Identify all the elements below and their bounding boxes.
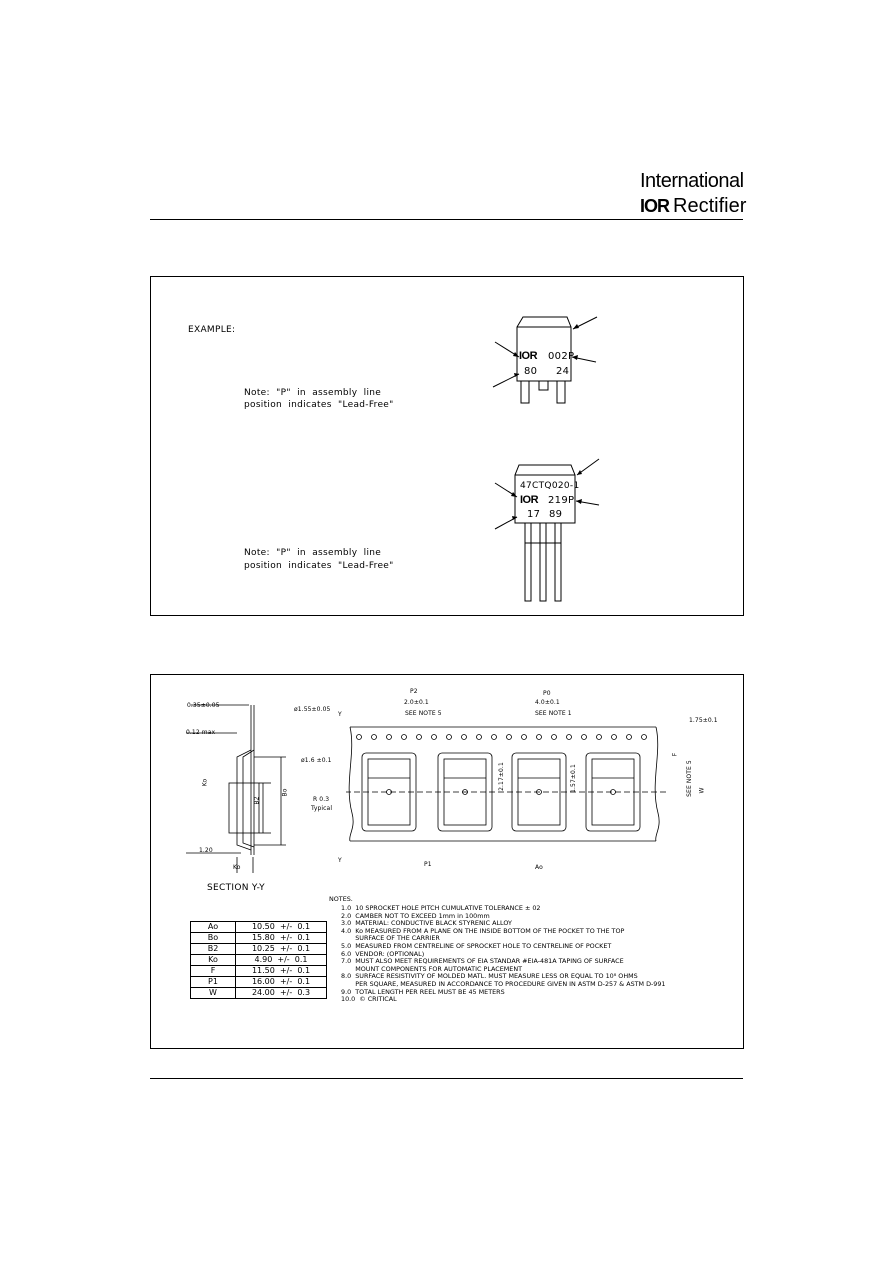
dim-thickness: 0.35±0.05 (187, 702, 220, 709)
dim-bo: Bo (281, 788, 289, 797)
footer-rule (150, 1078, 743, 1079)
table-row (191, 966, 327, 977)
dim-a0: Ao (535, 864, 543, 871)
note-item: MOUNT COMPONENTS FOR AUTOMATIC PLACEMENT (341, 964, 523, 973)
dim-p0: P0 (543, 690, 551, 697)
table-value: 15.80 +/- 0.1 (236, 933, 327, 944)
brand-line2: Rectifier (673, 195, 747, 217)
dim-157: 1.57±0.1 (569, 764, 577, 793)
dim-p2-note: SEE NOTE 5 (405, 710, 442, 717)
note1-line2: position indicates "Lead-Free" (244, 400, 394, 410)
table-value: 11.50 +/- 0.1 (236, 966, 327, 977)
table-key: Bo (191, 933, 236, 944)
dim-max: 0.12 max (186, 729, 216, 736)
dim-k0-vertical: Ko (201, 778, 209, 787)
dim-f: F (671, 752, 679, 757)
pkg2-num-right: 89 (549, 509, 563, 520)
table-key: P1 (191, 977, 236, 988)
note-item: 4.0 Ko MEASURED FROM A PLANE ON THE INSIDE BOTTOM OF THE POCKET TO THE TOP (341, 926, 625, 935)
label-y-bottom: Y (338, 857, 342, 864)
dim-k0: Ko (233, 864, 241, 871)
table-value: 24.00 +/- 0.3 (236, 988, 327, 999)
dim-p2-val: 2.0±0.1 (404, 699, 429, 706)
table-key: Ko (191, 955, 236, 966)
note-item: 6.0 VENDOR: (OPTIONAL) (341, 949, 425, 958)
table-row (191, 988, 327, 999)
dim-b2: B2 (253, 796, 261, 805)
table-row (191, 922, 327, 933)
notes-title: NOTES. (329, 895, 353, 903)
table-value: 10.25 +/- 0.1 (236, 944, 327, 955)
note2-line2: position indicates "Lead-Free" (244, 561, 394, 571)
table-value: 16.00 +/- 0.1 (236, 977, 327, 988)
table-value: 4.90 +/- 0.1 (236, 955, 327, 966)
pkg2-num-left: 17 (527, 509, 541, 520)
pkg2-logo: IOR (520, 494, 539, 506)
note1-line1: Note: "P" in assembly line (244, 388, 382, 398)
ior-logo-mark: IOR (640, 196, 670, 216)
note-item: 8.0 SURFACE RESISTIVITY OF MOLDED MATL. MUST MEASURE LESS OR EQUAL TO 10⁸ OHMS (341, 972, 638, 981)
pkg2-code: 219P (548, 495, 575, 506)
table-key: Ao (191, 922, 236, 933)
dimension-table (190, 921, 327, 999)
dim-hole: ø1.55±0.05 (294, 706, 331, 713)
example-label: EXAMPLE: (188, 325, 236, 335)
note2-line1: Note: "P" in assembly line (244, 548, 382, 558)
dim-p0-val: 4.0±0.1 (535, 699, 560, 706)
dim-p2: P2 (410, 688, 418, 695)
note-item: 5.0 MEASURED FROM CENTRELINE OF SPROCKET HOLE TO CENTRELINE OF POCKET (341, 941, 612, 950)
pkg1-code: 002P (548, 351, 575, 362)
dim-hole2: ø1.6 ±0.1 (301, 757, 332, 764)
dim-edge: 1.75±0.1 (689, 717, 718, 724)
table-value: 10.50 +/- 0.1 (236, 922, 327, 933)
note-item: 2.0 CAMBER NOT TO EXCEED 1mm in 100mm (341, 911, 490, 920)
dim-120: 1.20 (199, 847, 213, 854)
label-y-top: Y (338, 711, 342, 718)
header-rule (150, 219, 743, 220)
note-item: 9.0 TOTAL LENGTH PER REEL MUST BE 45 METERS (341, 987, 505, 996)
table-row (191, 933, 327, 944)
dim-p0-note: SEE NOTE 1 (535, 710, 572, 717)
dim-w: W (698, 787, 706, 794)
note-item: PER SQUARE, MEASURED IN ACCORDANCE TO PROCEDURE GIVEN IN ASTM D-257 & ASTM D-991 (341, 979, 666, 988)
pkg1-num-left: 80 (524, 366, 538, 377)
brand-line1: International (640, 170, 744, 192)
marking-panel (150, 276, 744, 616)
d2pak-package-drawing (481, 307, 621, 417)
brand-logo (640, 195, 746, 218)
pkg1-num-right: 24 (556, 366, 570, 377)
tape-top-view (346, 723, 666, 863)
table-row (191, 977, 327, 988)
dim-f-note: SEE NOTE 5 (685, 760, 693, 797)
to262-package-drawing (481, 457, 621, 607)
note-item: 3.0 MATERIAL: CONDUCTIVE BLACK STYRENIC ALLOY (341, 919, 512, 928)
table-key: B2 (191, 944, 236, 955)
pkg2-part: 47CTQ020-1 (520, 481, 580, 491)
table-key: W (191, 988, 236, 999)
table-row (191, 944, 327, 955)
note-item: 1.0 10 SPROCKET HOLE PITCH CUMULATIVE TOLERANCE ± 02 (341, 904, 541, 912)
note-item: 7.0 MUST ALSO MEET REQUIREMENTS OF EIA STANDAR #EIA-481A TAPING OF SURFACE (341, 957, 624, 966)
table-key: F (191, 966, 236, 977)
dim-p1: P1 (424, 861, 432, 868)
dim-radius: R 0.3 (313, 796, 330, 803)
note-item: SURFACE OF THE CARRIER (341, 934, 440, 943)
section-label: SECTION Y-Y (207, 883, 265, 893)
notes-list (341, 905, 666, 1004)
dim-typical: Typical (311, 805, 333, 812)
pkg1-logo: IOR (519, 350, 538, 362)
note-item: 10.0 © CRITICAL (341, 995, 397, 1004)
table-row (191, 955, 327, 966)
dim-217: 2.17±0.1 (497, 762, 505, 791)
